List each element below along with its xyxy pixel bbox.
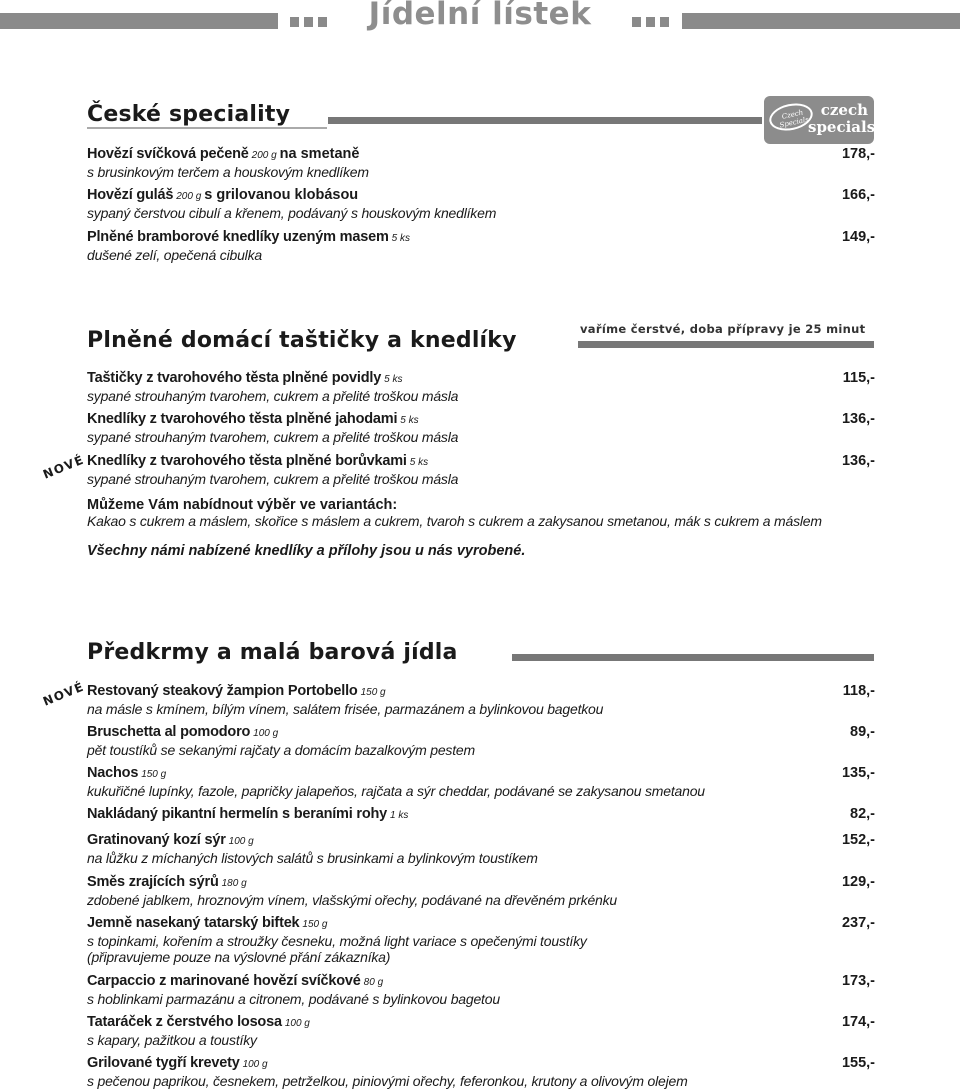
menu-item-header: [87, 765, 875, 783]
menu-item-name: Nachos: [87, 765, 139, 781]
section-title-starters: Předkrmy a malá barová jídla: [87, 640, 458, 665]
header-rule-right: [682, 13, 960, 29]
menu-item-weight: 100 g: [228, 836, 254, 847]
menu-item: [87, 832, 875, 866]
menu-item: [87, 683, 875, 717]
menu-item-header: [87, 806, 875, 824]
menu-item-name: Restovaný steakový žampion Portobello: [87, 683, 358, 699]
menu-item-header: [87, 1055, 875, 1073]
menu-item-price: 115,-: [842, 370, 875, 386]
section-rule: [578, 341, 874, 348]
menu-item-description: sypané strouhaným tvarohem, cukrem a přelité troškou másla: [87, 388, 459, 404]
menu-item: [87, 453, 875, 487]
header-square: [304, 17, 313, 27]
menu-item-name: Grilované tygří krevety: [87, 1055, 240, 1071]
menu-item-price: 136,-: [841, 411, 875, 427]
menu-item-price: 89,-: [850, 724, 875, 740]
menu-item: [87, 973, 875, 1007]
menu-item-weight: 5 ks: [400, 415, 419, 426]
menu-item-weight: 150 g: [302, 919, 328, 930]
menu-item-description: sypaný čerstvou cibulí a křenem, podávaný s houskovým knedlíkem: [87, 205, 497, 221]
menu-item-name: Hovězí svíčková pečeně: [87, 146, 249, 162]
header-rule-left: [0, 13, 278, 29]
menu-item-name: Plněné bramborové knedlíky uzeným masem: [87, 229, 389, 245]
menu-item-description: s pečenou paprikou, česnekem, petrželkou, piniovými ořechy, feferonkou, krutony a olivovým olejem: [87, 1073, 688, 1089]
menu-item-weight: 1 ks: [390, 810, 409, 821]
menu-item-description: kukuřičné lupínky, fazole, papričky jalapeňos, rajčata a sýr cheddar, podávané se zakysanou smetanou: [87, 783, 705, 799]
menu-item-description: sypané strouhaným tvarohem, cukrem a přelité troškou másla: [87, 429, 459, 445]
menu-item: [87, 146, 875, 180]
menu-item-description: zdobené jablkem, hroznovým vínem, vlašskými ořechy, podávané na dřevěném prkénku: [87, 892, 618, 908]
menu-item-weight: 100 g: [284, 1018, 310, 1029]
menu-item-name: Hovězí guláš: [87, 187, 174, 203]
menu-item-price: 173,-: [841, 973, 875, 989]
menu-item-name: Knedlíky z tvarohového těsta plněné borůvkami: [87, 453, 407, 469]
menu-item-header: [87, 370, 875, 388]
menu-item-name-suffix: s grilovanou klobásou: [204, 187, 359, 203]
page-header: [0, 0, 960, 34]
footnote: Všechny námi nabízené knedlíky a přílohy jsou u nás vyrobené.: [87, 543, 526, 559]
menu-item-header: [87, 973, 875, 991]
menu-item-price: 166,-: [841, 187, 875, 203]
menu-item-header: [87, 187, 875, 205]
header-square: [632, 17, 641, 27]
menu-item-description: pět toustíků se sekanými rajčaty a domácím bazalkovým pestem: [87, 742, 475, 758]
menu-item-description: (připravujeme pouze na výslovné přání zákazníka): [87, 949, 391, 965]
menu-item: [87, 187, 875, 221]
menu-item-description: s brusinkovým terčem a houskovým knedlíkem: [87, 164, 369, 180]
menu-item: [87, 915, 875, 965]
menu-item-name: Bruschetta al pomodoro: [87, 724, 251, 740]
menu-item-name: Směs zrajících sýrů: [87, 874, 219, 890]
menu-item-price: 237,-: [841, 915, 875, 931]
menu-item-description: s kapary, pažitkou a toustíky: [87, 1032, 257, 1048]
menu-item-name: Knedlíky z tvarohového těsta plněné jahodami: [87, 411, 398, 427]
menu-item: [87, 874, 875, 908]
menu-item-price: 155,-: [841, 1055, 875, 1071]
menu-item-description: sypané strouhaným tvarohem, cukrem a přelité troškou másla: [87, 471, 459, 487]
menu-item-price: 136,-: [841, 453, 875, 469]
menu-item-description: na lůžku z míchaných listových salátů s brusinkami a bylinkovým toustíkem: [87, 850, 538, 866]
menu-item: [87, 724, 875, 758]
menu-item-name: Gratinovaný kozí sýr: [87, 832, 226, 848]
menu-item-price: 118,-: [842, 683, 875, 699]
menu-item-weight: 150 g: [360, 687, 386, 698]
menu-item-name: Nakládaný pikantní hermelín s beraními rohy: [87, 806, 388, 822]
menu-item-weight: 80 g: [363, 977, 384, 988]
new-badge: NOVÉ: [40, 679, 87, 709]
section-title-dumplings: Plněné domácí taštičky a knedlíky: [87, 328, 517, 353]
menu-item-header: [87, 683, 875, 701]
section-title-czech: České speciality: [87, 102, 291, 127]
menu-item-description: na másle s kmínem, bílým vínem, salátem frisée, parmazánem a bylinkovou bagetkou: [87, 701, 604, 717]
menu-item-weight: 100 g: [242, 1059, 268, 1070]
menu-item-description: dušené zelí, opečená cibulka: [87, 247, 262, 263]
header-square: [660, 17, 669, 27]
header-square: [318, 17, 327, 27]
header-square: [646, 17, 655, 27]
menu-item-weight: 5 ks: [409, 457, 429, 468]
header-square: [290, 17, 299, 27]
menu-item-name: Tataráček z čerstvého lososa: [87, 1014, 282, 1030]
menu-item-header: [87, 1014, 875, 1032]
menu-item-weight: 5 ks: [384, 374, 403, 385]
menu-item-header: [87, 453, 875, 471]
menu-item-header: [87, 832, 875, 850]
menu-item-name: Taštičky z tvarohového těsta plněné povidly: [87, 370, 382, 386]
menu-item-description: s topinkami, kořením a stroužky česneku, možná light variace s opečenými toustíky: [87, 933, 587, 949]
menu-item-weight: 180 g: [221, 878, 247, 889]
page-title: Jídelní lístek: [368, 0, 592, 32]
menu-item-price: 149,-: [841, 229, 875, 245]
menu-item-description: s hoblinkami parmazánu a citronem, podávané s bylinkovou bagetou: [87, 991, 500, 1007]
menu-item-header: [87, 724, 875, 742]
menu-item: [87, 411, 875, 445]
menu-item-header: [87, 229, 875, 247]
new-badge: NOVÉ: [40, 452, 87, 482]
menu-item-price: 174,-: [841, 1014, 875, 1030]
menu-item-price: 135,-: [841, 765, 875, 781]
menu-item: [87, 1055, 875, 1089]
menu-item-price: 129,-: [841, 874, 875, 890]
czech-specials-logo: [764, 96, 874, 144]
menu-item: [87, 806, 875, 824]
logo-line1: czech: [820, 101, 868, 119]
menu-item-header: [87, 874, 875, 892]
logo-line2: specials: [808, 118, 876, 136]
logo-oval-text: Czech Specials: [778, 108, 810, 130]
menu-item: [87, 765, 875, 799]
menu-item-name: Jemně nasekaný tatarský biftek: [87, 915, 300, 931]
menu-item: [87, 1014, 875, 1048]
menu-item-header: [87, 915, 875, 933]
variants-heading: Můžeme Vám nabídnout výběr ve variantách:: [87, 497, 398, 513]
section-subtitle: vaříme čerstvé, doba přípravy je 25 minut: [580, 322, 866, 336]
menu-item-price: 82,-: [850, 806, 875, 822]
menu-item-weight: 5 ks: [391, 233, 410, 244]
menu-item-header: [87, 146, 875, 164]
menu-item: [87, 370, 875, 404]
menu-item: [87, 229, 875, 263]
variants-text: Kakao s cukrem a máslem, skořice s máslem a cukrem, tvaroh s cukrem a zakysanou smetanou, mák s cukrem a máslem: [87, 513, 822, 529]
section-rule: [512, 654, 874, 661]
menu-item-price: 178,-: [841, 146, 875, 162]
menu-item-weight: 200 g: [251, 150, 277, 161]
section-underline: [87, 127, 327, 129]
menu-item-weight: 100 g: [253, 728, 279, 739]
menu-item-weight: 150 g: [141, 769, 167, 780]
menu-item-weight: 200 g: [176, 191, 202, 202]
menu-item-header: [87, 411, 875, 429]
section-rule: [328, 117, 762, 124]
menu-item-price: 152,-: [841, 832, 875, 848]
menu-item-name-suffix: na smetaně: [279, 146, 360, 162]
menu-item-name: Carpaccio z marinované hovězí svíčkové: [87, 973, 361, 989]
